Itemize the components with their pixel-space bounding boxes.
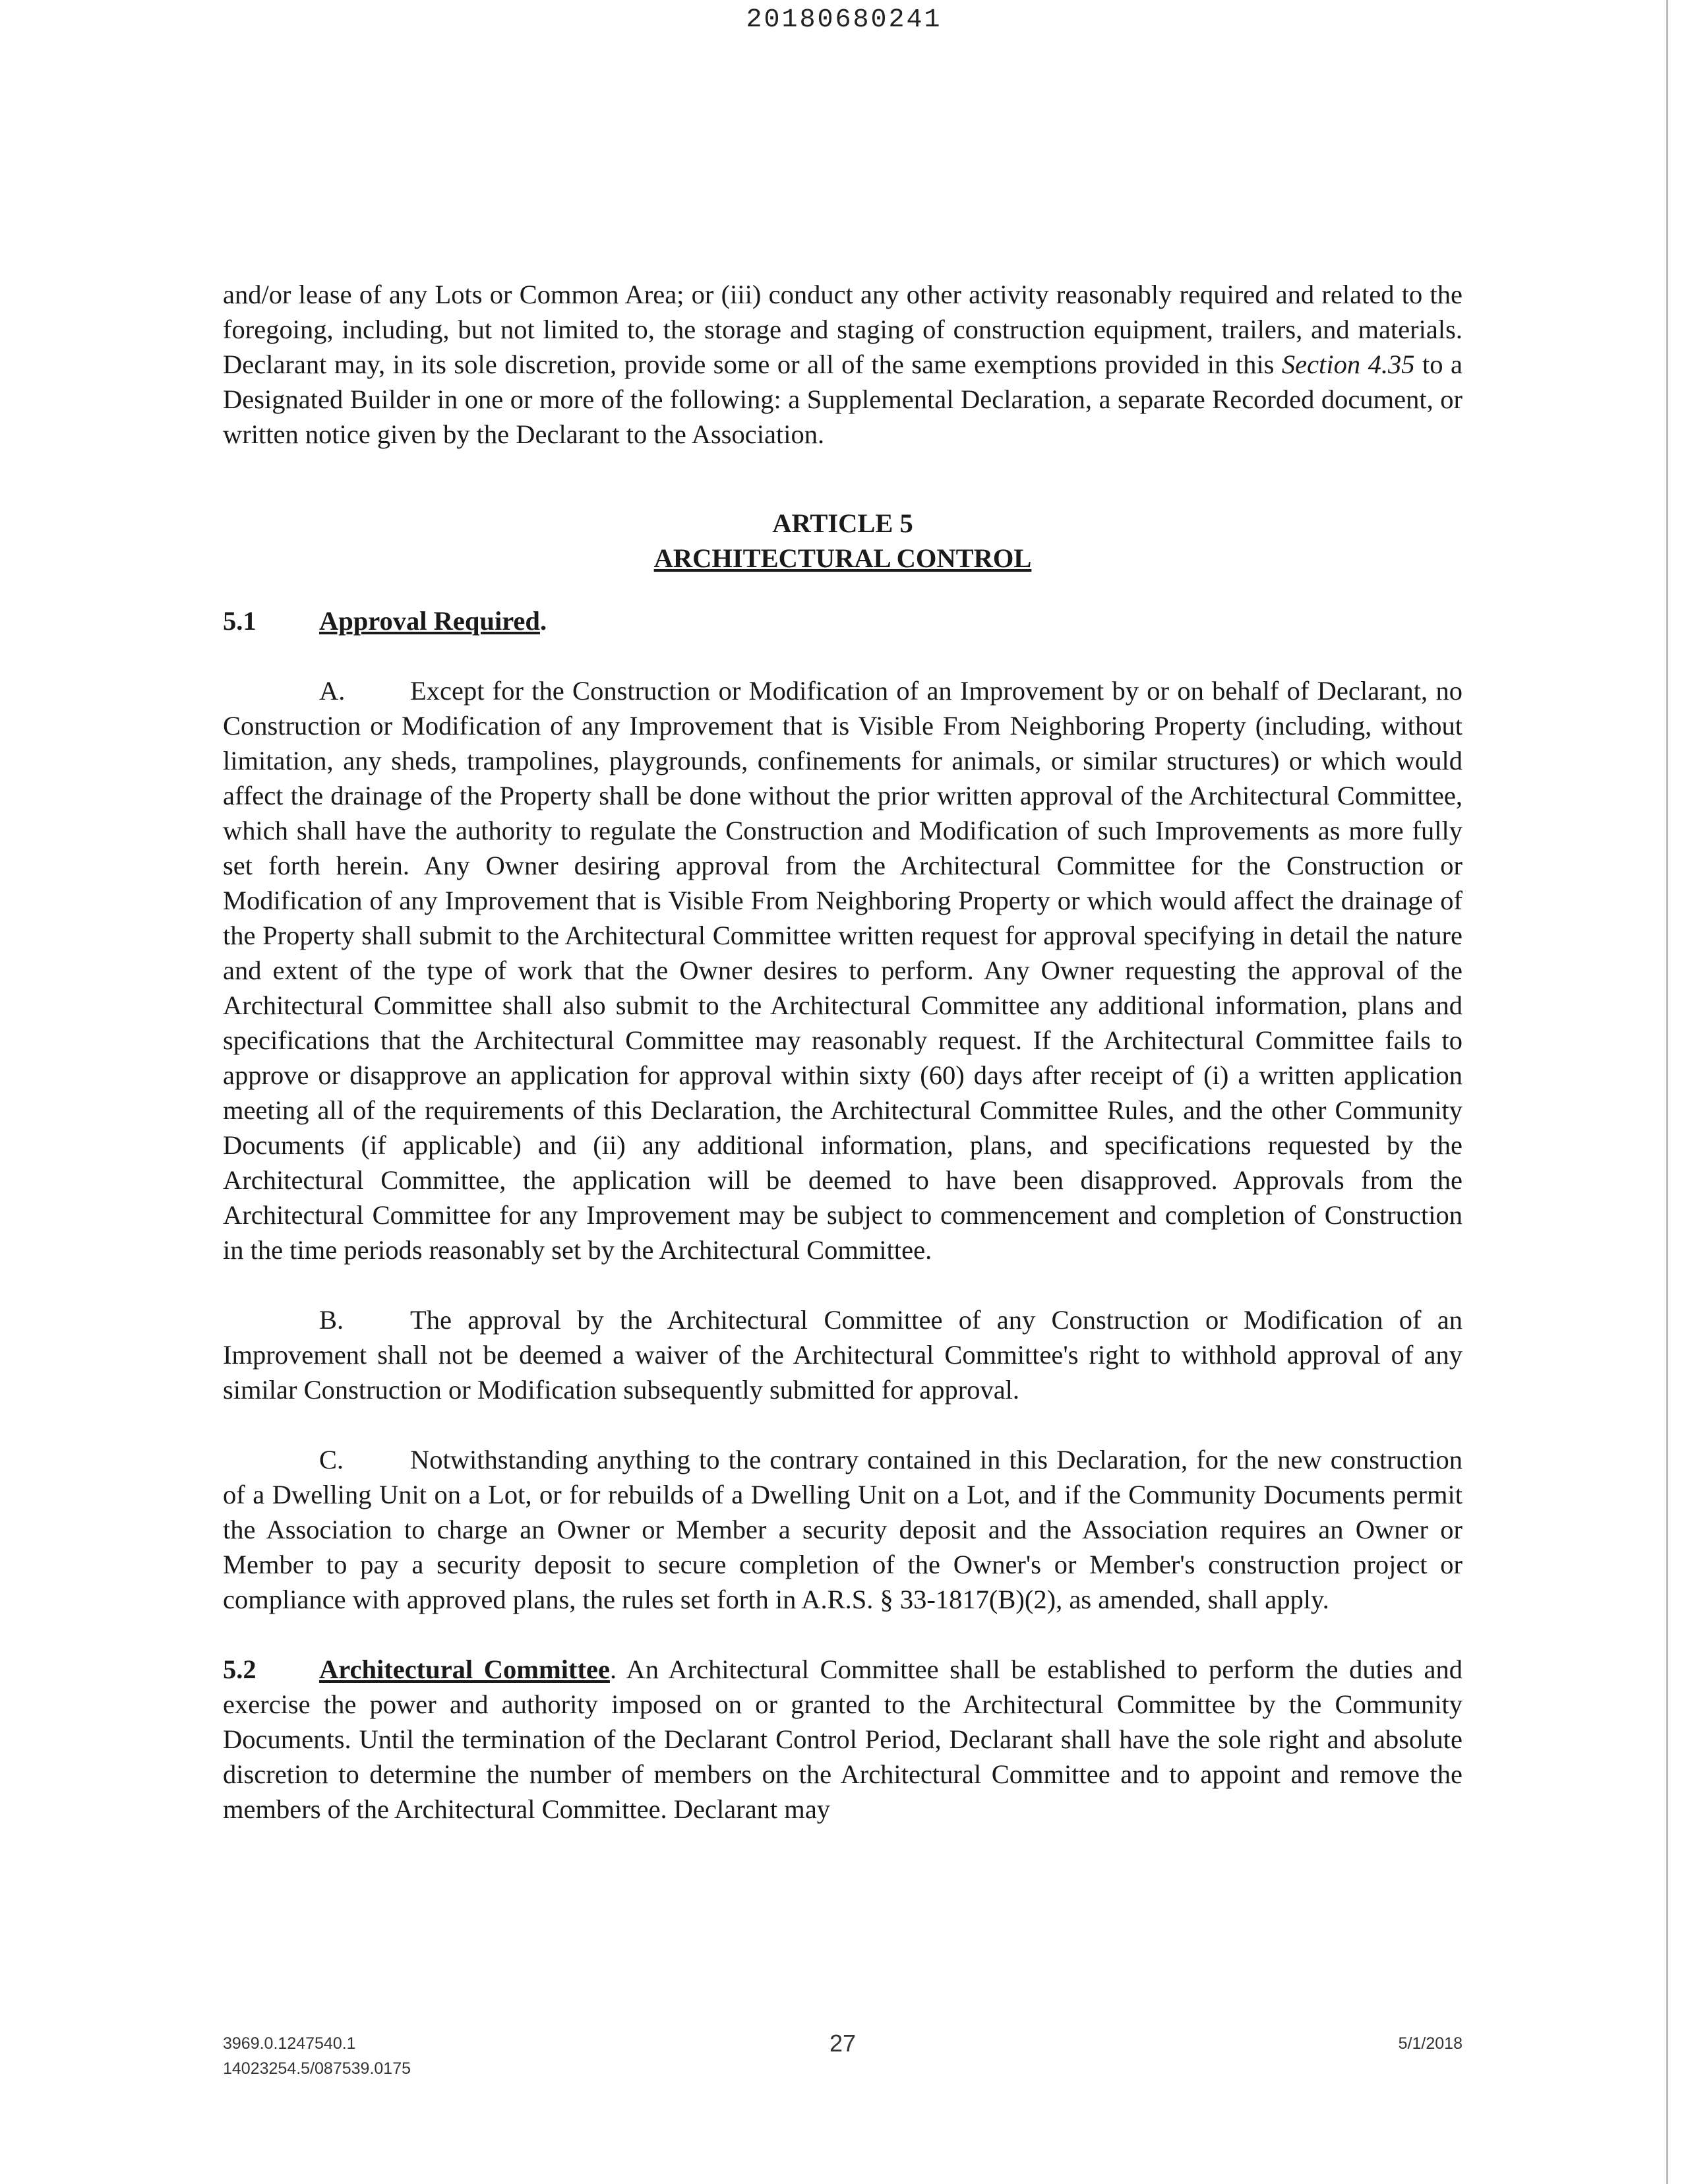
paragraph-a	[223, 673, 1462, 1267]
paragraph-text: Except for the Construction or Modification of an Improvement by or on behalf of Declarant, no Construction or Modification of any Improvement that is Visible From Neighboring Property (including, without limitation, any sheds, trampolines, playgrounds, confinements for animals, or similar structures) or which would affect the drainage of the Property shall be done without the prior written approval of the Architectural Committee, which shall have the authority to regulate the Construction and Modification of such Improvements as more fully set forth herein. Any Owner desiring approval from the Architectural Committee for the Construction or Modification of any Improvement that is Visible From Neighboring Property or which would affect the drainage of the Property shall submit to the Architectural Committee written request for approval specifying in detail the nature and extent of the type of work that the Owner desires to perform. Any Owner requesting the approval of the Architectural Committee shall also submit to the Architectural Committee any additional information, plans and specifications that the Architectural Committee may reasonably request. If the Architectural Committee fails to approve or disapprove an application for approval within sixty (60) days after receipt of (i) a written application meeting all of the requirements of this Declaration, the Architectural Committee Rules, and the other Community Documents (if applicable) and (ii) any additional information, plans, and specifications requested by the Architectural Committee, the application will be deemed to have been disapproved. Approvals from the Architectural Committee for any Improvement may be subject to commencement and completion of Construction in the time periods reasonably set by the Architectural Committee.	[223, 676, 1462, 1265]
paragraph-b	[223, 1302, 1462, 1407]
paragraph-text: Notwithstanding anything to the contrary contained in this Declaration, for the new construction of a Dwelling Unit on a Lot, or for rebuilds of a Dwelling Unit on a Lot, and if the Community Documents permit the Association to charge an Owner or Member a security deposit and the Association requires an Owner or Member to pay a security deposit to secure completion of the Owner's or Member's construction project or compliance with approved plans, the rules set forth in A.R.S. § 33-1817(B)(2), as amended, shall apply.	[223, 1445, 1462, 1614]
article-number: ARTICLE 5	[772, 508, 913, 538]
doc-id-2: 14023254.5/087539.0175	[223, 2059, 411, 2078]
section-number: 5.1	[223, 606, 256, 636]
paragraph-letter: C.	[319, 1445, 344, 1474]
section-5-2	[223, 1652, 1462, 1827]
section-title: Architectural Committee	[319, 1654, 610, 1684]
section-number: 5.2	[223, 1654, 256, 1684]
doc-id-1: 3969.0.1247540.1	[223, 2034, 356, 2053]
article-heading	[223, 506, 1462, 576]
paragraph-c	[223, 1442, 1462, 1617]
document-body	[223, 277, 1462, 1827]
paragraph-text: The approval by the Architectural Committee of any Construction or Modification of an Improvement shall not be deemed a waiver of the Architectural Committee's right to withhold approval of any similar Construction or Modification subsequently submitted for approval.	[223, 1305, 1462, 1405]
paragraph-letter: B.	[319, 1305, 344, 1335]
article-title: ARCHITECTURAL CONTROL	[653, 543, 1032, 573]
scan-edge-line	[1666, 0, 1668, 2184]
paragraph-letter: A.	[319, 676, 346, 706]
section-reference: Section 4.35	[1281, 349, 1415, 379]
footer-date: 5/1/2018	[1398, 2034, 1462, 2053]
section-title-punct: .	[539, 606, 547, 636]
intro-text-2: to a Designated Builder in one or more of the following: a Supplemental Declaration, a separate Recorded document, or written notice given by the Declarant to the Association.	[223, 349, 1462, 449]
section-5-1-heading	[223, 603, 1462, 638]
recording-number: 20180680241	[746, 5, 942, 35]
page-number: 27	[829, 2030, 857, 2057]
intro-text-1: and/or lease of any Lots or Common Area; or (iii) conduct any other activity reasonably required and related to the foregoing, including, but not limited to, the storage and staging of construction equipment, trailers, and materials. Declarant may, in its sole discretion, provide some or all of the same exemptions provided in this	[223, 280, 1462, 379]
intro-paragraph	[223, 277, 1462, 452]
section-title-punct: .	[609, 1654, 617, 1684]
section-title: Approval Required	[319, 606, 540, 636]
section-text: An Architectural Committee shall be established to perform the duties and exercise the power and authority imposed on or granted to the Architectural Committee by the Community Documents. Until the termination of the Declarant Control Period, Declarant shall have the sole right and absolute discretion to determine the number of members on the Architectural Committee and to appoint and remove the members of the Architectural Committee. Declarant may	[223, 1654, 1463, 1824]
